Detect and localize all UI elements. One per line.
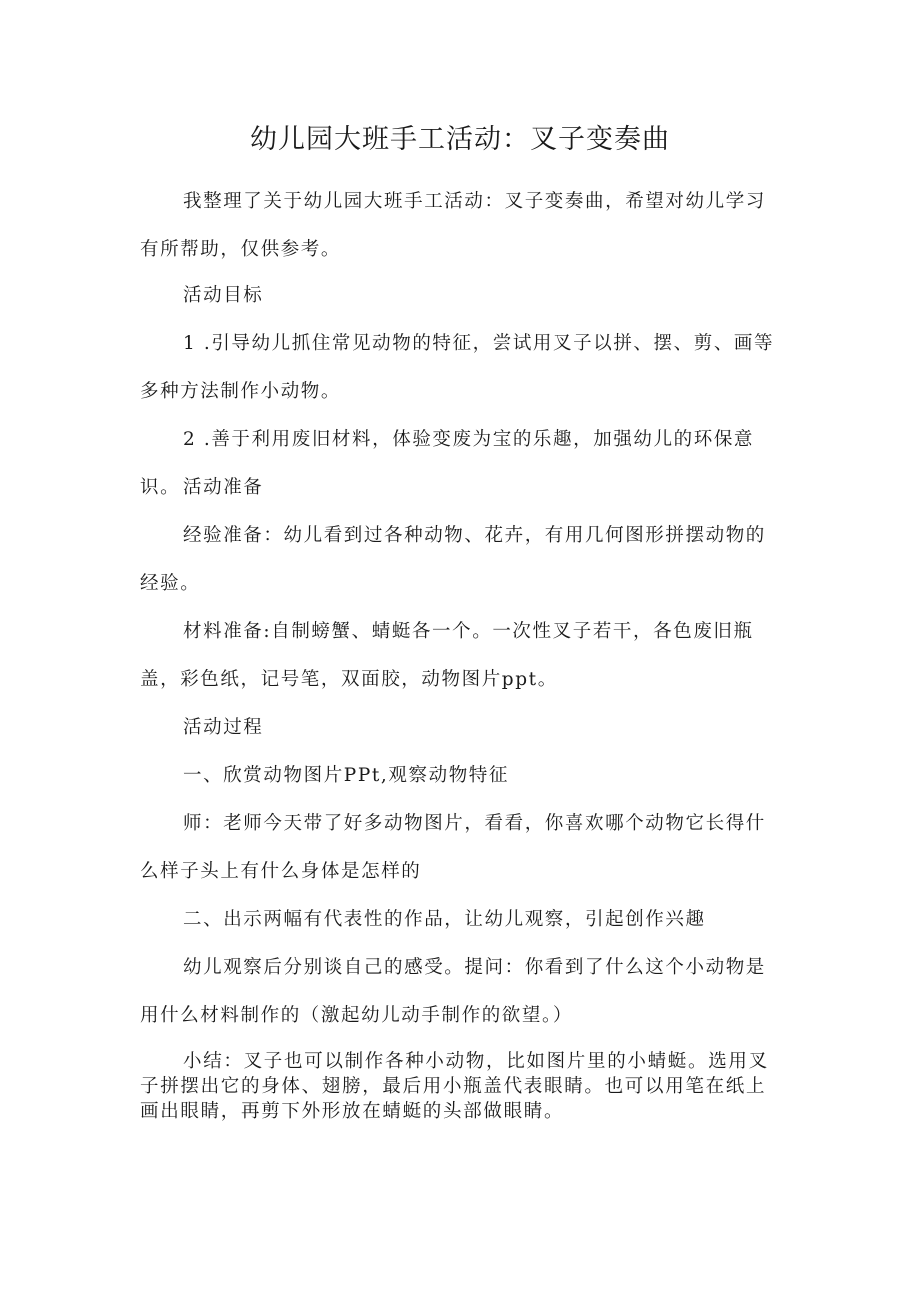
intro-paragraph: 我整理了关于幼儿园大班手工活动：叉子变奏曲，希望对幼儿学习有所帮助，仅供参考。: [140, 191, 766, 260]
children-observation-paragraph: 幼儿观察后分别谈自己的感受。提问：你看到了什么这个小动物是用什么材料制作的（激起幼儿动手制作的欲望。）: [140, 957, 766, 1026]
section-heading-goals: 活动目标: [183, 285, 264, 306]
teacher-question-paragraph: 师：老师今天带了好多动物图片，看看，你喜欢哪个动物它长得什么样子头上有什么身体是怎样的: [140, 813, 766, 882]
section-heading-preparation: 活动准备: [183, 477, 264, 498]
process-step-2: 二、出示两幅有代表性的作品，让幼儿观察，引起创作兴趣: [183, 909, 706, 930]
experience-preparation-paragraph: 经验准备：幼儿看到过各种动物、花卉，有用几何图形拼摆动物的经验。: [140, 525, 766, 594]
document-title: 幼儿园大班手工活动：叉子变奏曲: [250, 124, 670, 155]
goal-item-1: 1 .引导幼儿抓住常见动物的特征，尝试用叉子以拼、摆、剪、画等多种方法制作小动物。: [140, 333, 775, 402]
materials-preparation-paragraph: 材料准备:自制螃蟹、蜻蜓各一个。一次性叉子若干，各色废旧瓶盖，彩色纸，记号笔，双面胶，动物图片ppt。: [140, 621, 754, 690]
section-heading-process: 活动过程: [183, 717, 264, 738]
summary-paragraph: 小结：叉子也可以制作各种小动物，比如图片里的小蜻蜓。选用叉子拼摆出它的身体、翅膀，最后用小瓶盖代表眼睛。也可以用笔在纸上画出眼睛，再剪下外形放在蜻蜓的头部做眼睛。: [140, 1051, 769, 1122]
goal-item-2: 2 .善于利用废旧材料，体验变废为宝的乐趣，加强幼儿的环保意识。: [140, 429, 755, 498]
process-step-1: 一、欣赏动物图片PPt,观察动物特征: [183, 765, 510, 786]
